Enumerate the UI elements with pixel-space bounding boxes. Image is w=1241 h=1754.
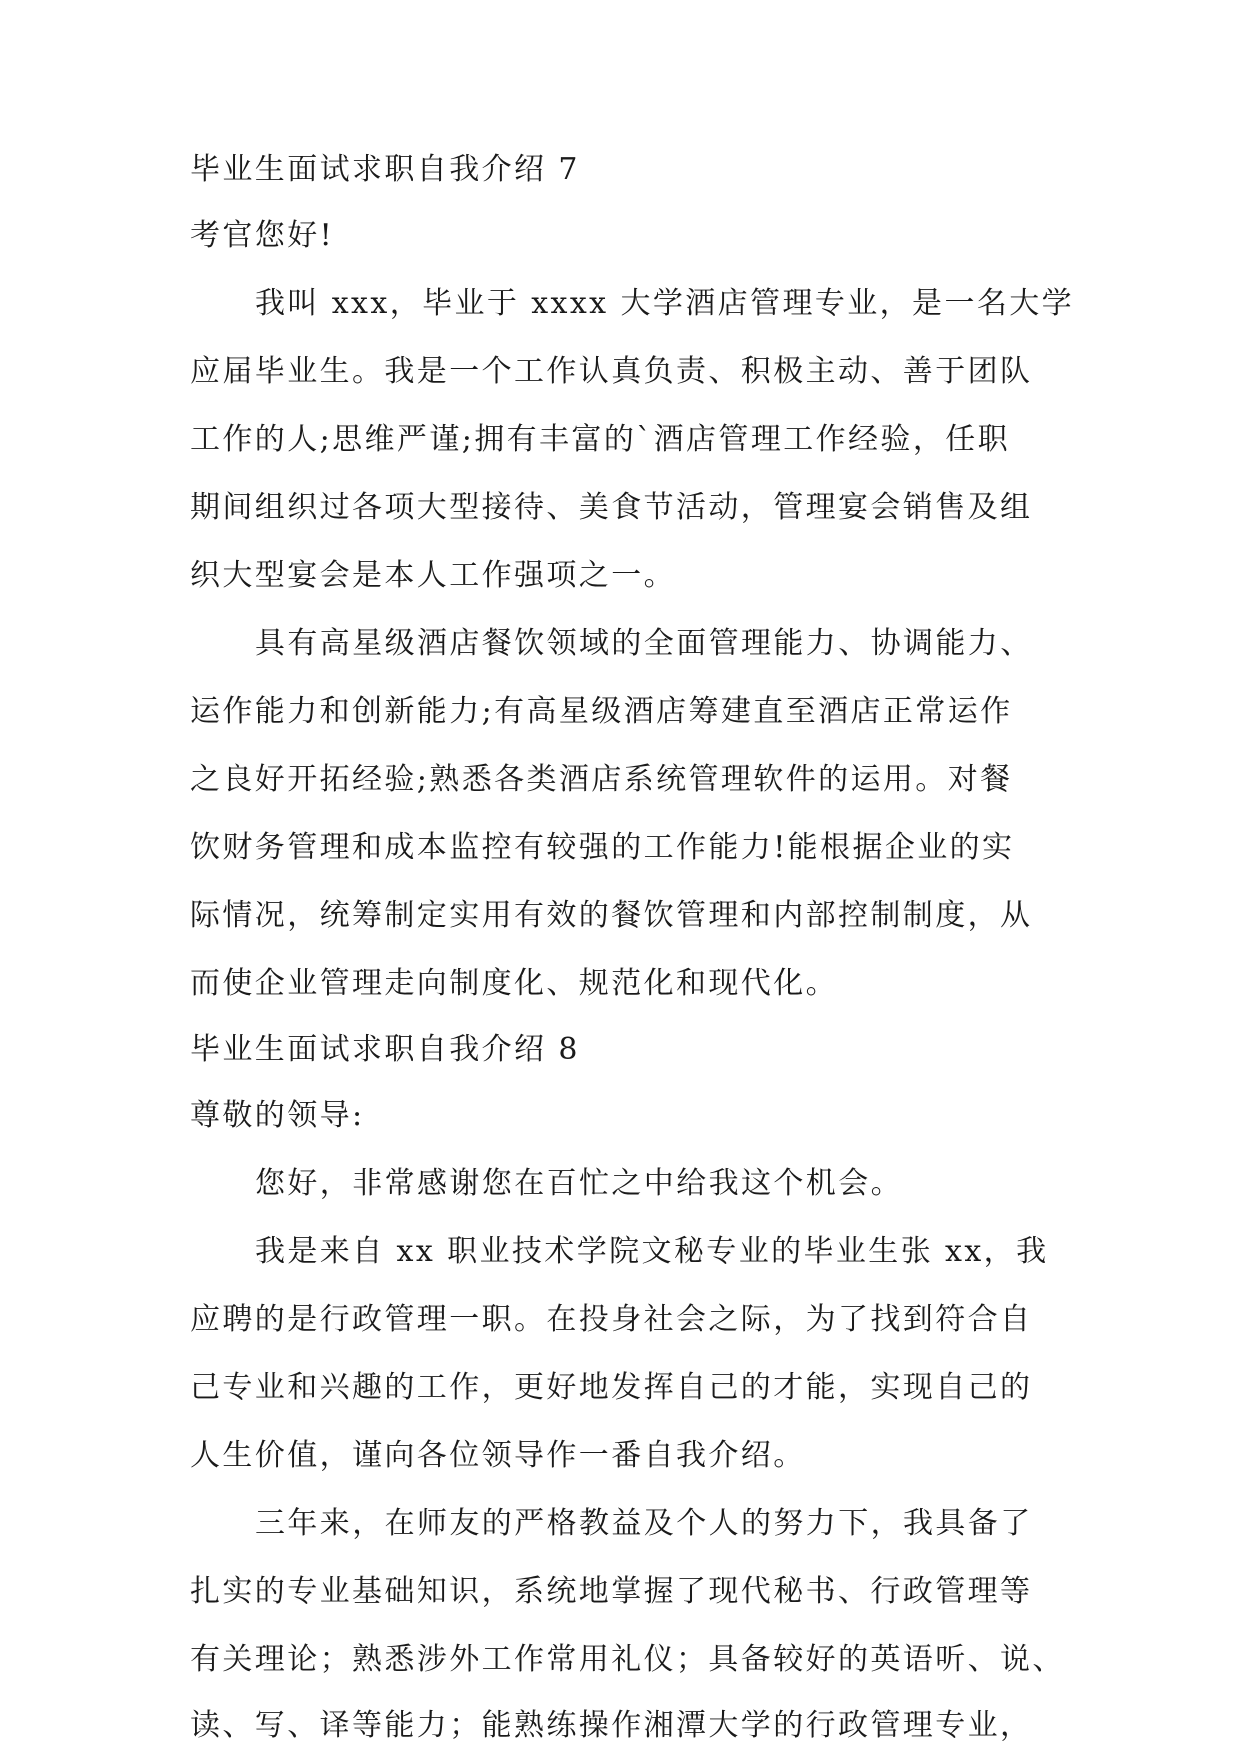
paragraph-line: 人生价值，谨向各位领导作一番自我介绍。 — [190, 1438, 806, 1473]
paragraph-line: 您好，非常感谢您在百忙之中给我这个机会。 — [255, 1166, 903, 1201]
paragraph-line: 我是来自 xx 职业技术学院文秘专业的毕业生张 xx，我 — [255, 1234, 1049, 1269]
paragraph-line: 之良好开拓经验;熟悉各类酒店系统管理软件的运用。对餐 — [190, 762, 1013, 797]
paragraph-line: 读、写、译等能力；能熟练操作湘潭大学的行政管理专业， — [190, 1708, 1033, 1743]
paragraph-line: 饮财务管理和成本监控有较强的工作能力!能根据企业的实 — [190, 830, 1015, 865]
paragraph-line: 具有高星级酒店餐饮领域的全面管理能力、协调能力、 — [255, 626, 1033, 661]
paragraph-line: 我叫 xxx，毕业于 xxxx 大学酒店管理专业，是一名大学 — [255, 286, 1075, 321]
paragraph-line: 己专业和兴趣的工作，更好地发挥自己的才能，实现自己的 — [190, 1370, 1033, 1405]
section-heading-8: 毕业生面试求职自我介绍 8 — [190, 1032, 580, 1067]
paragraph-line: 有关理论；熟悉涉外工作常用礼仪；具备较好的英语听、说、 — [190, 1642, 1065, 1677]
paragraph-line: 而使企业管理走向制度化、规范化和现代化。 — [190, 966, 838, 1001]
paragraph-line: 际情况，统筹制定实用有效的餐饮管理和内部控制制度，从 — [190, 898, 1033, 933]
paragraph-line: 三年来，在师友的严格教益及个人的努力下，我具备了 — [255, 1506, 1033, 1541]
section-heading-7: 毕业生面试求职自我介绍 7 — [190, 152, 580, 187]
paragraph-line: 扎实的专业基础知识，系统地掌握了现代秘书、行政管理等 — [190, 1574, 1033, 1609]
salutation: 考官您好! — [190, 218, 335, 253]
paragraph-line: 应聘的是行政管理一职。在投身社会之际，为了找到符合自 — [190, 1302, 1033, 1337]
salutation: 尊敬的领导: — [190, 1098, 365, 1133]
paragraph-line: 运作能力和创新能力;有高星级酒店筹建直至酒店正常运作 — [190, 694, 1013, 729]
paragraph-line: 期间组织过各项大型接待、美食节活动，管理宴会销售及组 — [190, 490, 1033, 525]
paragraph-line: 应届毕业生。我是一个工作认真负责、积极主动、善于团队 — [190, 354, 1033, 389]
paragraph-line: 织大型宴会是本人工作强项之一。 — [190, 558, 676, 593]
paragraph-line: 工作的人;思维严谨;拥有丰富的`酒店管理工作经验，任职 — [190, 422, 1011, 457]
